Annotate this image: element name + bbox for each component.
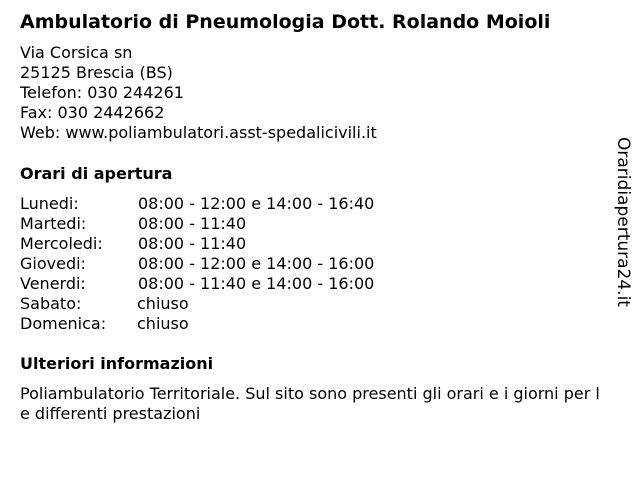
address-street: Via Corsica sn — [20, 43, 133, 62]
hours-time: 08:00 - 12:00 e 14:00 - 16:40 — [138, 194, 375, 213]
hours-row-thursday — [20, 254, 440, 274]
hours-row-sunday — [20, 314, 440, 334]
hours-day: Giovedi: — [20, 254, 86, 273]
address-fax: Fax: 030 2442662 — [20, 103, 165, 122]
hours-row-wednesday — [20, 234, 440, 254]
hours-time: chiuso — [137, 314, 189, 333]
hours-day: Sabato: — [20, 294, 82, 313]
hours-day: Lunedi: — [20, 194, 79, 213]
hours-row-saturday — [20, 294, 440, 314]
opening-hours-heading: Orari di apertura — [20, 164, 173, 183]
address-city: 25125 Brescia (BS) — [20, 63, 173, 82]
more-info-heading: Ulteriori informazioni — [20, 354, 214, 373]
hours-day: Domenica: — [20, 314, 107, 333]
address-phone: Telefon: 030 244261 — [20, 83, 184, 102]
hours-time: 08:00 - 11:40 — [138, 214, 247, 233]
hours-time: 08:00 - 12:00 e 14:00 - 16:00 — [138, 254, 375, 273]
hours-row-friday — [20, 274, 440, 294]
address-web: Web: www.poliambulatori.asst-spedalicivili.it — [20, 123, 377, 142]
hours-day: Mercoledi: — [20, 234, 103, 253]
hours-day: Venerdi: — [20, 274, 86, 293]
hours-row-monday — [20, 194, 440, 214]
hours-time: 08:00 - 11:40 e 14:00 - 16:00 — [138, 274, 375, 293]
more-info-text: Poliambulatorio Territoriale. Sul sito sono presenti gli orari e i giorni per le differenti prestazioni — [20, 384, 600, 423]
address-block — [20, 43, 377, 143]
page-title: Ambulatorio di Pneumologia Dott. Rolando Moioli — [20, 11, 551, 33]
site-watermark: Oraridiapertura24.it — [613, 137, 633, 307]
hours-time: 08:00 - 11:40 — [138, 234, 247, 253]
hours-day: Martedi: — [20, 214, 87, 233]
opening-hours-table — [20, 194, 440, 334]
hours-row-tuesday — [20, 214, 440, 234]
hours-time: chiuso — [137, 294, 189, 313]
